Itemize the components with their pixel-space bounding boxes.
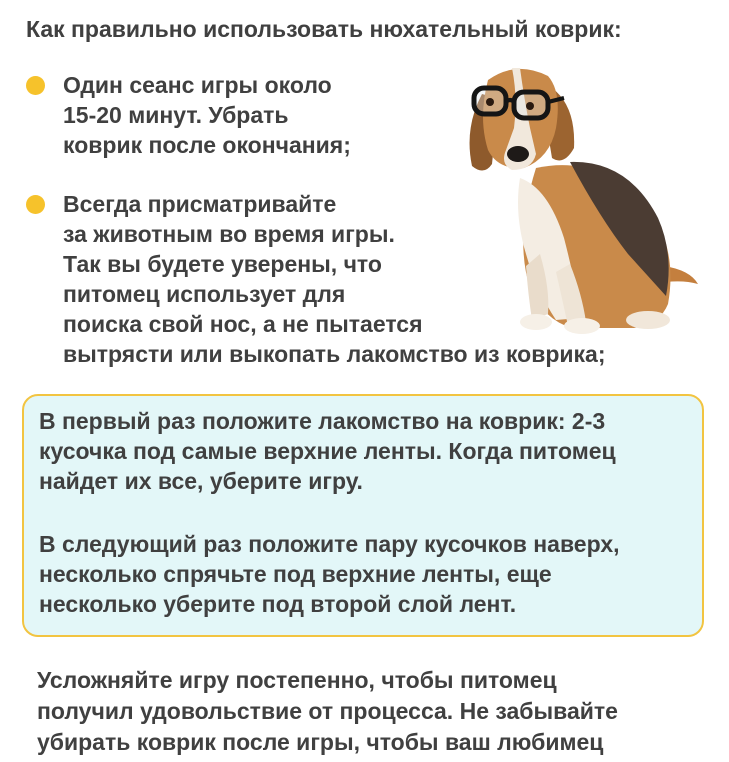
tip-line: кусочка под самые верхние ленты. Когда питомец <box>39 438 616 464</box>
tip-line: В первый раз положите лакомство на коврик: 2-3 <box>39 408 606 434</box>
tip-line: несколько спрячьте под верхние ленты, еще <box>39 561 552 587</box>
footer-line: убирать коврик после игры, чтобы ваш любимец <box>37 729 604 755</box>
footer-line: получил удовольствие от процесса. Не забывайте <box>37 698 618 724</box>
bullet-line: Так вы будете уверены, что <box>63 251 382 277</box>
bullet-line: Один сеанс игры около <box>63 72 332 98</box>
bullet-line: за животным во время игры. <box>63 221 395 247</box>
bullet-line: питомец использует для <box>63 281 346 307</box>
bullet-line: коврик после окончания; <box>63 132 351 158</box>
bullet-line: 15-20 минут. Убрать <box>63 102 289 128</box>
tip-line: В следующий раз положите пару кусочков наверх, <box>39 531 620 557</box>
bullet-text <box>63 70 351 160</box>
page-title: Как правильно использовать нюхательный коврик: <box>26 16 622 42</box>
tip-paragraph-next-time <box>39 529 620 619</box>
bullet-line: Всегда присматривайте <box>63 191 337 217</box>
tip-paragraph-first-time <box>39 406 616 496</box>
footer-paragraph <box>37 665 618 758</box>
tip-box <box>22 394 704 637</box>
bullet-line: вытрясти или выкопать лакомство из коврика; <box>63 341 606 367</box>
bullet-line: поиска свой нос, а не пытается <box>63 311 423 337</box>
footer-line: Усложняйте игру постепенно, чтобы питомец <box>37 667 557 693</box>
beagle-dog-with-glasses-icon <box>452 58 714 340</box>
tip-line: найдет их все, уберите игру. <box>39 468 363 494</box>
bullet-dot-icon <box>26 76 45 95</box>
tip-line: несколько уберите под второй слой лент. <box>39 591 517 617</box>
bullet-dot-icon <box>26 195 45 214</box>
